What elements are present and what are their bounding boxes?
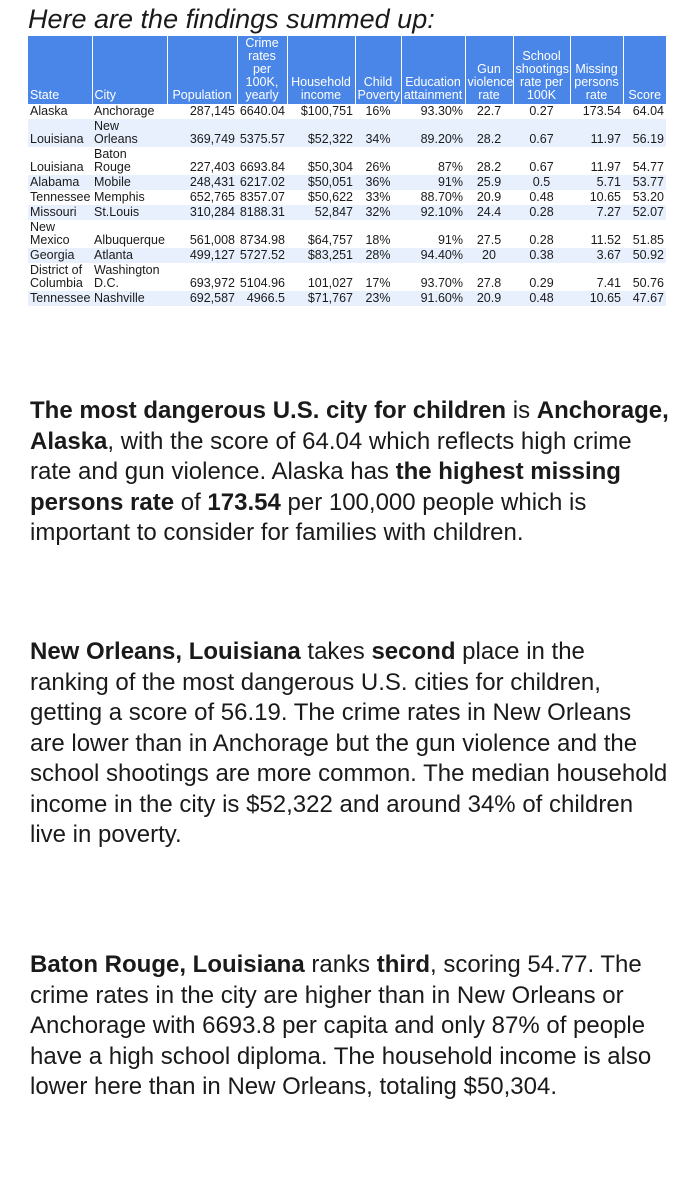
cell-crime-rate: 6693.84 — [239, 160, 285, 174]
cell-school-shootings-rate: 0.28 — [529, 233, 554, 247]
cell-score: 56.19 — [623, 119, 666, 147]
table-row — [28, 147, 666, 175]
cell-score: 53.20 — [632, 190, 664, 204]
cell-household-income: 101,027 — [307, 276, 353, 290]
table-header-row — [28, 36, 666, 104]
cell-child-poverty: 34% — [355, 119, 401, 147]
cell-city: Anchorage — [94, 104, 155, 118]
cell-score: 51.85 — [632, 233, 664, 247]
cell-education-attainment: 91% — [437, 233, 463, 247]
cell-gun-violence-rate: 20.9 — [476, 190, 502, 204]
cell-population: 248,431 — [167, 175, 237, 190]
cell-crime-rate: 5375.57 — [237, 119, 287, 147]
cell-crime-rate: 5727.52 — [237, 248, 287, 263]
paragraph-text: takes — [300, 638, 372, 665]
paragraph-text: is — [506, 397, 537, 424]
cell-education-attainment: 88.70% — [420, 190, 463, 204]
cell-missing-persons-rate: 10.65 — [570, 291, 623, 306]
cell-missing-persons-rate: 7.27 — [570, 205, 623, 220]
cell-missing-persons-rate: 7.41 — [596, 276, 621, 290]
cell-child-poverty: 32% — [355, 205, 401, 220]
cell-gun-violence-rate: 27.8 — [476, 276, 502, 290]
cell-child-poverty: 16% — [365, 104, 391, 118]
cell-state: District of Columbia — [30, 263, 83, 290]
cell-state: Tennessee — [30, 190, 91, 204]
cell-education-attainment: 93.30% — [420, 104, 463, 118]
cell-crime-rate: 8188.31 — [237, 205, 287, 220]
table-row — [28, 205, 666, 220]
cell-state: Alabama — [28, 175, 92, 190]
cell-education-attainment: 94.40% — [401, 248, 465, 263]
cell-household-income: $83,251 — [287, 248, 355, 263]
paragraph-text: place in the ranking of the most dangerous U.S. cities for children, getting a score of 56.19. The crime rates in New Orleans are lower than in Anchorage but the gun violence and the school shootings are more common. The median household income in the city is $52,322 and around 34% of children live in poverty. — [30, 638, 668, 848]
cell-school-shootings-rate: 0.67 — [513, 119, 570, 147]
cell-household-income: $71,767 — [287, 291, 355, 306]
column-header-child-poverty: Child Poverty — [355, 36, 401, 104]
cell-missing-persons-rate: 3.67 — [570, 248, 623, 263]
cell-gun-violence-rate: 20.9 — [465, 291, 513, 306]
paragraph-emphasis: New Orleans, Louisiana — [30, 638, 301, 665]
cell-population: 652,765 — [189, 190, 235, 204]
cell-school-shootings-rate: 0.29 — [529, 276, 554, 290]
column-header-gun-violence-rate: Gun violence rate — [465, 36, 513, 104]
cell-gun-violence-rate: 25.9 — [465, 175, 513, 190]
cell-school-shootings-rate: 0.27 — [529, 104, 554, 118]
cell-crime-rate: 4966.5 — [237, 291, 287, 306]
cell-gun-violence-rate: 27.5 — [476, 233, 502, 247]
paragraph-text: , with the score of 64.04 which reflects high crime rate and gun violence. Alaska has — [30, 427, 632, 485]
findings-table — [28, 36, 666, 306]
cell-school-shootings-rate: 0.28 — [513, 205, 570, 220]
cell-state: Tennessee — [30, 291, 91, 305]
table-row — [28, 175, 666, 190]
column-header-population: Population — [167, 36, 237, 104]
cell-child-poverty: 18% — [365, 233, 391, 247]
column-header-household-income: Household income — [287, 36, 355, 104]
cell-score: 47.67 — [623, 291, 666, 306]
cell-population: 227,403 — [189, 160, 235, 174]
paragraph-emphasis: second — [371, 638, 456, 665]
paragraph-emphasis: third — [376, 951, 431, 978]
findings-table-container — [28, 36, 666, 306]
cell-child-poverty: 17% — [365, 276, 391, 290]
cell-population: 369,749 — [167, 119, 237, 147]
cell-gun-violence-rate: 28.2 — [465, 119, 513, 147]
paragraph-emphasis: 173.54 — [207, 488, 281, 516]
paragraph-anchorage — [30, 396, 670, 549]
cell-city: Memphis — [94, 190, 145, 204]
page-heading: Here are the findings summed up: — [28, 4, 435, 34]
cell-crime-rate: 6217.02 — [237, 175, 287, 190]
table-body — [28, 104, 666, 306]
table-row — [28, 248, 666, 263]
paragraph-text: , scoring 54.77. The crime rates in the city are higher than in New Orleans or Anchorage with 6693.8 per capita and only 87% of people have a high school diploma. The household income is also lower here than in New Orleans, totaling $50,304. — [30, 951, 652, 1100]
cell-missing-persons-rate: 11.97 — [590, 160, 621, 174]
cell-school-shootings-rate: 0.5 — [513, 175, 570, 190]
cell-education-attainment: 89.20% — [401, 119, 465, 147]
cell-state: Louisiana — [30, 160, 84, 174]
cell-crime-rate: 5104.96 — [239, 276, 285, 290]
cell-household-income: 52,847 — [287, 205, 355, 220]
cell-score: 50.92 — [623, 248, 666, 263]
cell-household-income: $52,322 — [287, 119, 355, 147]
cell-state: Georgia — [28, 248, 92, 263]
cell-population: 310,284 — [167, 205, 237, 220]
column-header-score: Score — [623, 36, 666, 104]
cell-gun-violence-rate: 28.2 — [476, 160, 502, 174]
column-header-state: State — [28, 36, 92, 104]
paragraph-emphasis: the highest missing persons rate — [30, 458, 621, 516]
cell-education-attainment: 91.60% — [401, 291, 465, 306]
paragraph-emphasis: Anchorage, Alaska — [30, 397, 669, 455]
cell-missing-persons-rate: 10.65 — [589, 190, 621, 204]
cell-state: Alaska — [30, 104, 68, 118]
cell-household-income: $50,622 — [307, 190, 353, 204]
cell-population: 561,008 — [189, 233, 235, 247]
cell-city: St.Louis — [92, 205, 167, 220]
cell-population: 287,145 — [189, 104, 235, 118]
table-row — [28, 220, 666, 248]
cell-gun-violence-rate: 20 — [465, 248, 513, 263]
cell-score: 54.77 — [632, 160, 664, 174]
cell-city: Albuquerque — [94, 233, 165, 247]
cell-crime-rate: 6640.04 — [239, 104, 285, 118]
cell-state: Missouri — [28, 205, 92, 220]
column-header-missing-persons-rate: Missing persons rate — [570, 36, 623, 104]
cell-child-poverty: 33% — [365, 190, 391, 204]
cell-education-attainment: 92.10% — [401, 205, 465, 220]
cell-school-shootings-rate: 0.48 — [513, 291, 570, 306]
cell-population: 499,127 — [167, 248, 237, 263]
table-row — [28, 119, 666, 147]
table-row — [28, 263, 666, 291]
paragraph-new-orleans — [30, 637, 670, 851]
column-header-city: City — [92, 36, 167, 104]
paragraph-text: per 100,000 people which is important to consider for families with children. — [30, 488, 587, 546]
paragraph-emphasis: Baton Rouge, Louisiana — [30, 951, 305, 978]
cell-score: 64.04 — [632, 104, 664, 118]
table-row — [28, 291, 666, 306]
column-header-crime-rates: Crime rates per 100K, yearly — [237, 36, 287, 104]
cell-household-income: $64,757 — [307, 233, 353, 247]
cell-education-attainment: 93.70% — [420, 276, 463, 290]
cell-score: 52.07 — [623, 205, 666, 220]
cell-gun-violence-rate: 22.7 — [476, 104, 502, 118]
cell-city: Nashville — [92, 291, 167, 306]
cell-crime-rate: 8357.07 — [239, 190, 285, 204]
cell-household-income: $50,051 — [287, 175, 355, 190]
paragraph-text: of — [174, 488, 208, 516]
cell-child-poverty: 36% — [355, 175, 401, 190]
cell-state: Louisiana — [28, 119, 92, 147]
cell-gun-violence-rate: 24.4 — [465, 205, 513, 220]
paragraph-text: ranks — [304, 951, 377, 978]
cell-city: Mobile — [92, 175, 167, 190]
paragraph-baton-rouge — [30, 950, 670, 1103]
cell-missing-persons-rate: 173.54 — [582, 104, 621, 118]
cell-crime-rate: 8734.98 — [239, 233, 285, 247]
cell-education-attainment: 91% — [401, 175, 465, 190]
cell-school-shootings-rate: 0.67 — [529, 160, 554, 174]
cell-household-income: $50,304 — [307, 160, 353, 174]
column-header-education-attainment: Education attainment — [401, 36, 465, 104]
cell-population: 693,972 — [189, 276, 235, 290]
cell-education-attainment: 87% — [437, 160, 463, 174]
cell-child-poverty: 23% — [355, 291, 401, 306]
cell-city: Atlanta — [92, 248, 167, 263]
paragraph-emphasis: The most dangerous U.S. city for children — [30, 397, 507, 424]
cell-missing-persons-rate: 11.97 — [570, 119, 623, 147]
cell-city: New Orleans — [92, 119, 167, 147]
table-row — [28, 190, 666, 205]
cell-missing-persons-rate: 11.52 — [590, 233, 621, 247]
cell-city: Washington D.C. — [94, 263, 160, 290]
cell-score: 53.77 — [623, 175, 666, 190]
cell-school-shootings-rate: 0.38 — [513, 248, 570, 263]
cell-state: New Mexico — [30, 220, 70, 247]
cell-child-poverty: 28% — [355, 248, 401, 263]
cell-missing-persons-rate: 5.71 — [570, 175, 623, 190]
cell-city: Baton Rouge — [94, 147, 131, 174]
cell-score: 50.76 — [632, 276, 664, 290]
column-header-school-shootings-rate: School shootings rate per 100K — [513, 36, 570, 104]
cell-population: 692,587 — [167, 291, 237, 306]
table-row — [28, 104, 666, 119]
cell-school-shootings-rate: 0.48 — [529, 190, 554, 204]
cell-child-poverty: 26% — [365, 160, 391, 174]
cell-household-income: $100,751 — [300, 104, 353, 118]
